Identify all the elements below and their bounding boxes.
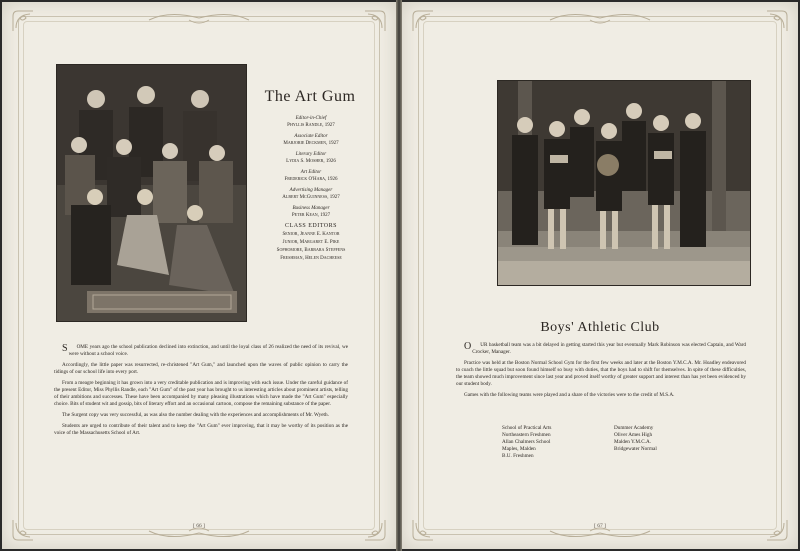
- list-item: Allan Chalmers School: [502, 439, 551, 445]
- staff-role: Editor-in-Chief: [295, 116, 327, 121]
- left-page: [2, 2, 396, 549]
- staff-name: Albert McGuinness, 1927: [282, 195, 340, 200]
- ornament-swirl-icon: [139, 8, 259, 28]
- list-item: Bridgewater Normal: [614, 446, 657, 452]
- list-item: Dummer Academy: [614, 425, 654, 431]
- list-item: School of Practical Arts: [502, 425, 552, 431]
- article-body: [456, 342, 746, 403]
- paragraph: SOME years ago the school publication declined into extinction, and until the loyal class of 26 realized the need of its revival, we were without a school voice.: [62, 343, 348, 357]
- staff-name: Marjorie Deckmen, 1927: [283, 141, 339, 146]
- class-editor: Freshman, Helen Dacheese: [280, 256, 342, 261]
- corner-ornament-icon: [362, 517, 388, 543]
- staff-role: Art Editor: [300, 170, 322, 175]
- corner-ornament-icon: [764, 517, 790, 543]
- paragraph: Games with the following teams were played and a share of the victories were to the credit of M.S.A.: [464, 392, 675, 398]
- staff-name: Lydia S. Mosher, 1926: [286, 159, 336, 164]
- paragraph: The Surgent copy was very successful, as was also the number dealing with the experiences and accomplishments of Mr. Wyeth.: [62, 412, 329, 418]
- list-item: B.U. Freshmen: [502, 453, 534, 459]
- list-item: Maples, Malden: [502, 446, 536, 452]
- paragraph: Accordingly, the little paper was resurrected, re-christened "Art Gum," and launched upon the waves of public opinion to carry the tidings of our school life into every port.: [54, 362, 348, 375]
- list-item: Malden Y.M.C.A.: [614, 439, 652, 445]
- teams-column-right: [614, 425, 724, 453]
- article-body: [54, 344, 348, 441]
- corner-ornament-icon: [410, 517, 436, 543]
- teams-column-left: [502, 425, 612, 460]
- right-page: [402, 2, 798, 549]
- page-number: [ 67 ]: [594, 523, 606, 529]
- staff-name: Frederick O'Hara, 1926: [284, 177, 338, 182]
- art-gum-staff-photo: [56, 64, 247, 322]
- class-editor: Senior, Jeanne E. Kantor: [282, 232, 340, 237]
- paragraph: From a meagre beginning it has grown into a very creditable publication and is improving with each issue. Under the careful guidance of the present Editor, Miss Phyllis Randle, each "Art Gum" of the past year has brought to us interesting articles about prominent artists, telling of their ambitions and successes. These have been accompanied by many pleasing illustrations which have made the "Art Gum" especially choice. Bits of student wit and gossip, bits of literary effort and an occasional cartoon, compose the remaining substance of the paper.: [54, 380, 348, 407]
- staff-name: Peter Kean, 1927: [291, 213, 331, 218]
- staff-role: Advertising Manager: [289, 188, 333, 193]
- corner-ornament-icon: [10, 517, 36, 543]
- staff-role: Business Manager: [292, 206, 330, 211]
- corner-ornament-icon: [362, 8, 388, 34]
- paragraph: Students are urged to contribute of their talent and to keep the "Art Gum" ever improving, that it may be worthy of its position as the voice of the Massachusetts School of Art.: [54, 423, 348, 436]
- page-number: [ 66 ]: [193, 523, 205, 529]
- staff-list: [252, 115, 370, 263]
- staff-name: Phyllis Randle, 1927: [287, 123, 335, 128]
- class-editor: Junior, Margaret E. Pike: [282, 240, 340, 245]
- staff-role: Literary Editor: [295, 152, 327, 157]
- page-title: The Art Gum: [264, 88, 356, 105]
- corner-ornament-icon: [410, 8, 436, 34]
- list-item: Oliver Ames High: [614, 432, 653, 438]
- ornament-swirl-icon: [540, 8, 660, 28]
- basketball-team-photo: [497, 80, 751, 286]
- page-title: Boys' Athletic Club: [540, 320, 660, 335]
- staff-role: Associate Editor: [294, 134, 328, 139]
- class-editors-heading: CLASS EDITORS: [285, 223, 337, 229]
- corner-ornament-icon: [10, 8, 36, 34]
- paragraph: Practice was held at the Boston Normal School Gym for the first few weeks and later at the Boston Y.M.C.A. Mr. Hoadley endeavored to coach the little squad but soon found himself so busy with duties, that the boys had to shift for themselves. In spite of these difficulties, the team showed much improvement since last year and proved itself worthy of greater support and interest than has yet been evidenced by our student body.: [456, 360, 746, 387]
- paragraph: OUR basketball team was a bit delayed in getting started this year but eventually Mark Robinson was elected Captain, and Ward Crocker, Manager.: [464, 341, 746, 355]
- list-item: Northeastern Freshmen: [502, 432, 551, 438]
- class-editor: Sophomore, Barbara Steffens: [276, 248, 346, 253]
- corner-ornament-icon: [764, 8, 790, 34]
